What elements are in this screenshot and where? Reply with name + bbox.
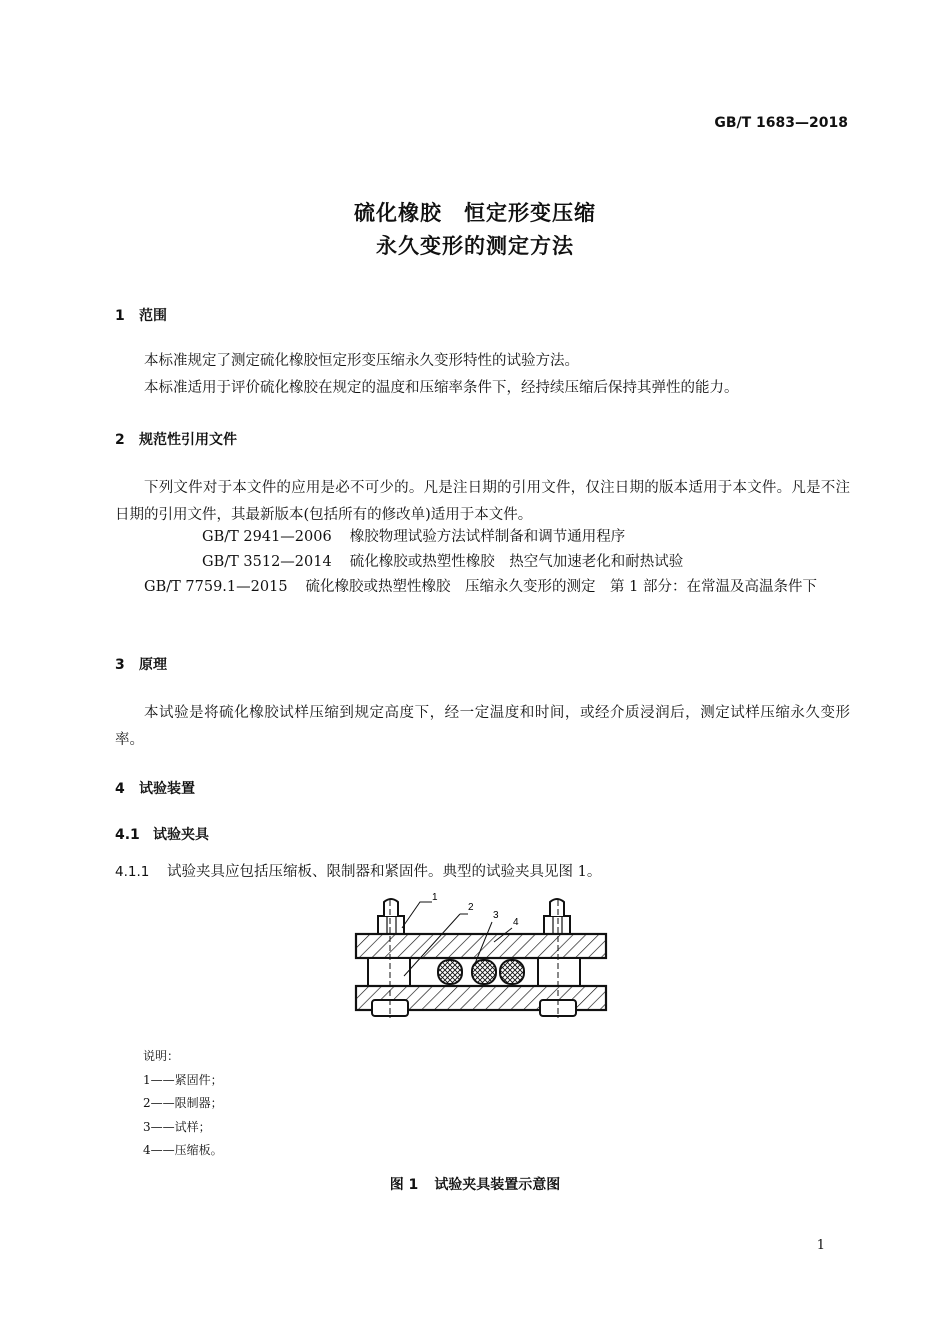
section-1-heading xyxy=(115,305,167,325)
legend-item: 1——紧固件； xyxy=(143,1072,223,1087)
figure-legend xyxy=(143,1045,223,1163)
section-title: 原理 xyxy=(139,657,167,673)
clause-text: 试验夹具应包括压缩板、限制器和紧固件。典型的试验夹具见图 1。 xyxy=(167,864,602,880)
reference-title: 硫化橡胶或热塑性橡胶 压缩永久变形的测定 第 1 部分：在常温及高温条件下 xyxy=(305,579,817,595)
reference-code: GB/T 7759.1—2015 xyxy=(144,579,288,595)
reference-code: GB/T 2941—2006 xyxy=(202,529,332,545)
subsection-4-1-heading xyxy=(115,824,209,844)
section-2-heading xyxy=(115,429,237,449)
upper-compression-plate xyxy=(356,934,606,958)
reference-code: GB/T 3512—2014 xyxy=(202,554,332,570)
reference-title: 橡胶物理试验方法试样制备和调节通用程序 xyxy=(349,529,626,545)
upper-bolt-head-right xyxy=(544,899,570,934)
section-4-heading xyxy=(115,778,195,798)
reference-title: 硫化橡胶或热塑性橡胶 热空气加速老化和耐热试验 xyxy=(349,554,684,570)
legend-item: 2——限制器； xyxy=(143,1096,223,1110)
page-number: 1 xyxy=(816,1238,825,1253)
figure-title: 试验夹具装置示意图 xyxy=(434,1177,561,1193)
section-number: 2 xyxy=(115,432,125,448)
document-title-line2: 永久变形的测定方法 xyxy=(376,234,574,258)
standard-number: GB/T 1683—2018 xyxy=(714,115,848,131)
callout-2: 2 xyxy=(468,902,474,913)
callout-1: 1 xyxy=(432,892,438,903)
legend-item: 4——压缩板。 xyxy=(143,1143,223,1157)
document-title-line1: 硫化橡胶 恒定形变压缩 xyxy=(354,201,596,225)
figure-number: 图 1 xyxy=(389,1177,419,1193)
section-number: 3 xyxy=(115,657,125,673)
section-title: 规范性引用文件 xyxy=(139,432,237,448)
figure-caption xyxy=(0,1174,950,1194)
section-3-paragraph-1: 本试验是将硫化橡胶试样压缩到规定高度下，经一定温度和时间，或经介质浸润后，测定试样压缩永久变形率。 xyxy=(115,705,850,748)
section-number: 1 xyxy=(115,308,125,324)
spacer-left xyxy=(368,958,410,986)
rubber-specimens xyxy=(438,960,524,984)
section-title: 范围 xyxy=(139,308,167,324)
fixture-diagram xyxy=(350,890,612,1025)
callout-3: 3 xyxy=(493,910,499,921)
legend-item: 3——试样； xyxy=(143,1119,211,1134)
reference-item xyxy=(115,574,850,601)
legend-title: 说明： xyxy=(143,1049,180,1063)
section-title: 试验装置 xyxy=(139,781,195,797)
callout-4: 4 xyxy=(513,917,519,928)
clause-4-1-1 xyxy=(115,860,601,881)
section-1-paragraph-1: 本标准规定了测定硫化橡胶恒定形变压缩永久变形特性的试验方法。 xyxy=(144,353,579,369)
spacer-right xyxy=(538,958,580,986)
subsection-title: 试验夹具 xyxy=(153,827,209,843)
section-1-paragraph-2: 本标准适用于评价硫化橡胶在规定的温度和压缩率条件下，经持续压缩后保持其弹性的能力。 xyxy=(144,380,739,396)
upper-bolt-head-left xyxy=(378,899,404,934)
subsection-number: 4.1 xyxy=(115,827,140,843)
clause-number: 4.1.1 xyxy=(115,864,150,880)
reference-item xyxy=(115,549,850,576)
section-number: 4 xyxy=(115,781,125,797)
reference-item xyxy=(115,524,850,551)
section-3-heading xyxy=(115,654,167,674)
section-2-paragraph-1: 下列文件对于本文件的应用是必不可少的。凡是注日期的引用文件，仅注日期的版本适用于本文件。凡是不注日期的引用文件，其最新版本(包括所有的修改单)适用于本文件。 xyxy=(115,480,850,523)
